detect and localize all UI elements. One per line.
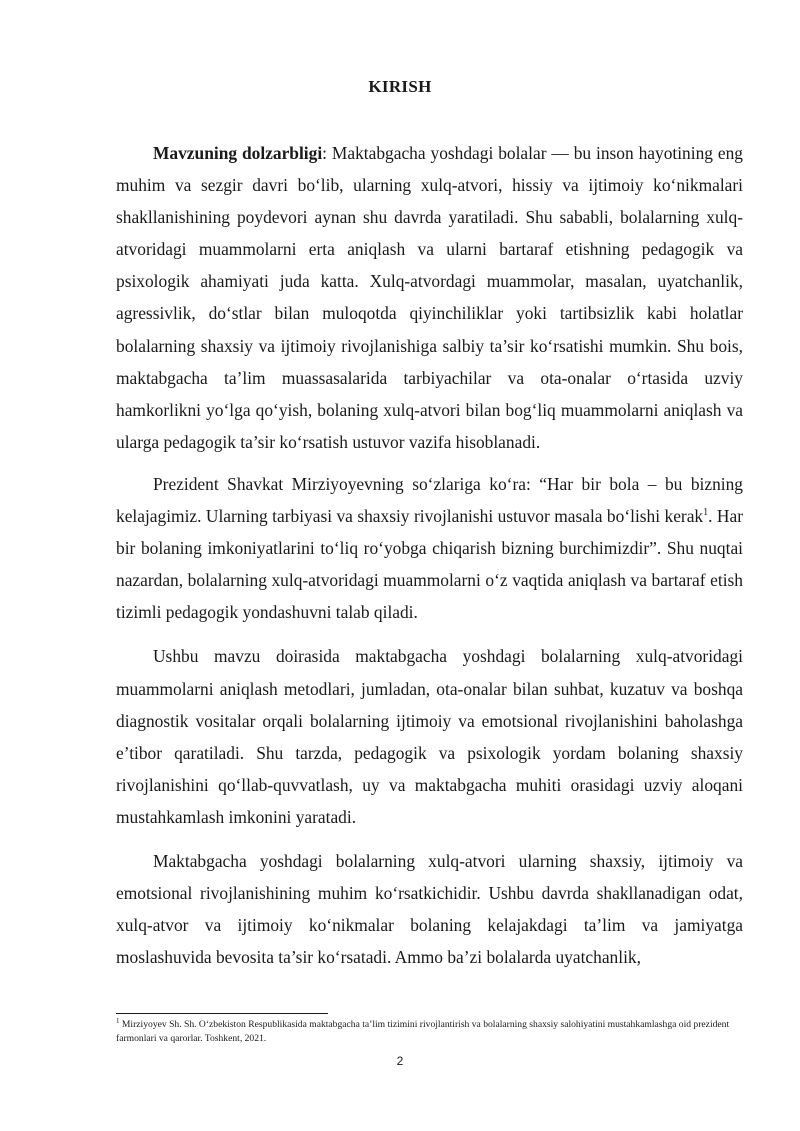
footnote-reference[interactable]: 1 [703,507,709,519]
relevance-text: : Maktabgacha yoshdagi bolalar — bu inson hayotining eng muhim va sezgir davri bo‘lib, ularning xulq-atvori, hissiy va ijtimoiy ko‘nikmalari shakllanishining poydevori aynan shu davrda yaratiladi. Shu sababli, bolalarning xulq-atvoridagi muammolarni erta aniqlash va ularni bartaraf etishning pedagogik va psixologik ahamiyati juda katta. Xulq-atvordagi muammolar, masalan, uyatchanlik, agressivlik, do‘stlar bilan muloqotda qiyinchiliklar yoki tartibsizlik kabi holatlar bolalarning shaxsiy va ijtimoiy rivojlanishiga salbiy ta’sir ko‘rsatishi mumkin. Shu bois, maktabgacha ta’lim muassasalarida tarbiyachilar va ota-onalar o‘rtasida uzviy hamkorlikni yo‘lga qo‘yish, bolaning xulq-atvori bilan bog‘liq muammolarni aniqlash va ularga pedagogik ta’sir ko‘rsatish ustuvor vazifa hisoblanadi. [116,143,743,452]
section-title: KIRISH [368,77,432,96]
paragraph-president-quote [116,468,743,628]
page-number: 2 [396,1054,404,1068]
paragraph-behavior: Maktabgacha yoshdagi bolalarning xulq-atvori ularning shaxsiy, ijtimoiy va emotsional rivojlanishining muhim ko‘rsatkichidir. Ushbu davrda shakllanadigan odat, xulq-atvor va ijtimoiy ko‘nikmalar bolaning kelajakdagi ta’lim va jamiyatga moslashuvida bevosita ta’sir ko‘rsatadi. Ammo ba’zi bolalarda uyatchanlik, [116,850,743,968]
footnote-marker: 1 [116,1016,120,1025]
quote-text-end: . Har bir bolaning imkoniyatlarini to‘liq ro‘yobga chiqarish bizning burchimizdir”. Shu nuqtai nazardan, bolalarning xulq-atvoridagi muammolarni o‘z vaqtida aniqlash va bartaraf etish tizimli pedagogik yondashuvni talab qiladi. [116,506,743,623]
footnote [116,1018,748,1045]
footnote-text: Mirziyoyev Sh. Sh. O‘zbekiston Respublikasida maktabgacha ta’lim tizimini rivojlantirish va bolalarning shaxsiy salohiyatini mustahkamlashga oid prezident farmonlari va qarorlar. Toshkent, 2021. [116,1019,730,1044]
footnote-separator [116,1013,328,1014]
paragraph-relevance [116,137,743,458]
relevance-heading: Mavzuning dolzarbligi [153,143,323,163]
quote-text-start: Prezident Shavkat Mirziyoyevning so‘zlariga ko‘ra: “Har bir bola – bu bizning kelajagimiz. Ularning tarbiyasi va shaxsiy rivojlanishi ustuvor masala bo‘lishi kerak [116,473,743,527]
paragraph-methods: Ushbu mavzu doirasida maktabgacha yoshdagi bolalarning xulq-atvoridagi muammolarni aniqlash metodlari, jumladan, ota-onalar bilan suhbat, kuzatuv va boshqa diagnostik vositalar orqali bolalarning ijtimoiy va emotsional rivojlanishini baholashga e’tibor qaratiladi. Shu tarzda, pedagogik va psixologik yordam bolaning shaxsiy rivojlanishini qo‘llab-quvvatlash, uy va maktabgacha muhiti orasidagi uzviy aloqani mustahkamlash imkonini yaratadi. [116,646,743,827]
body-text [116,137,743,985]
